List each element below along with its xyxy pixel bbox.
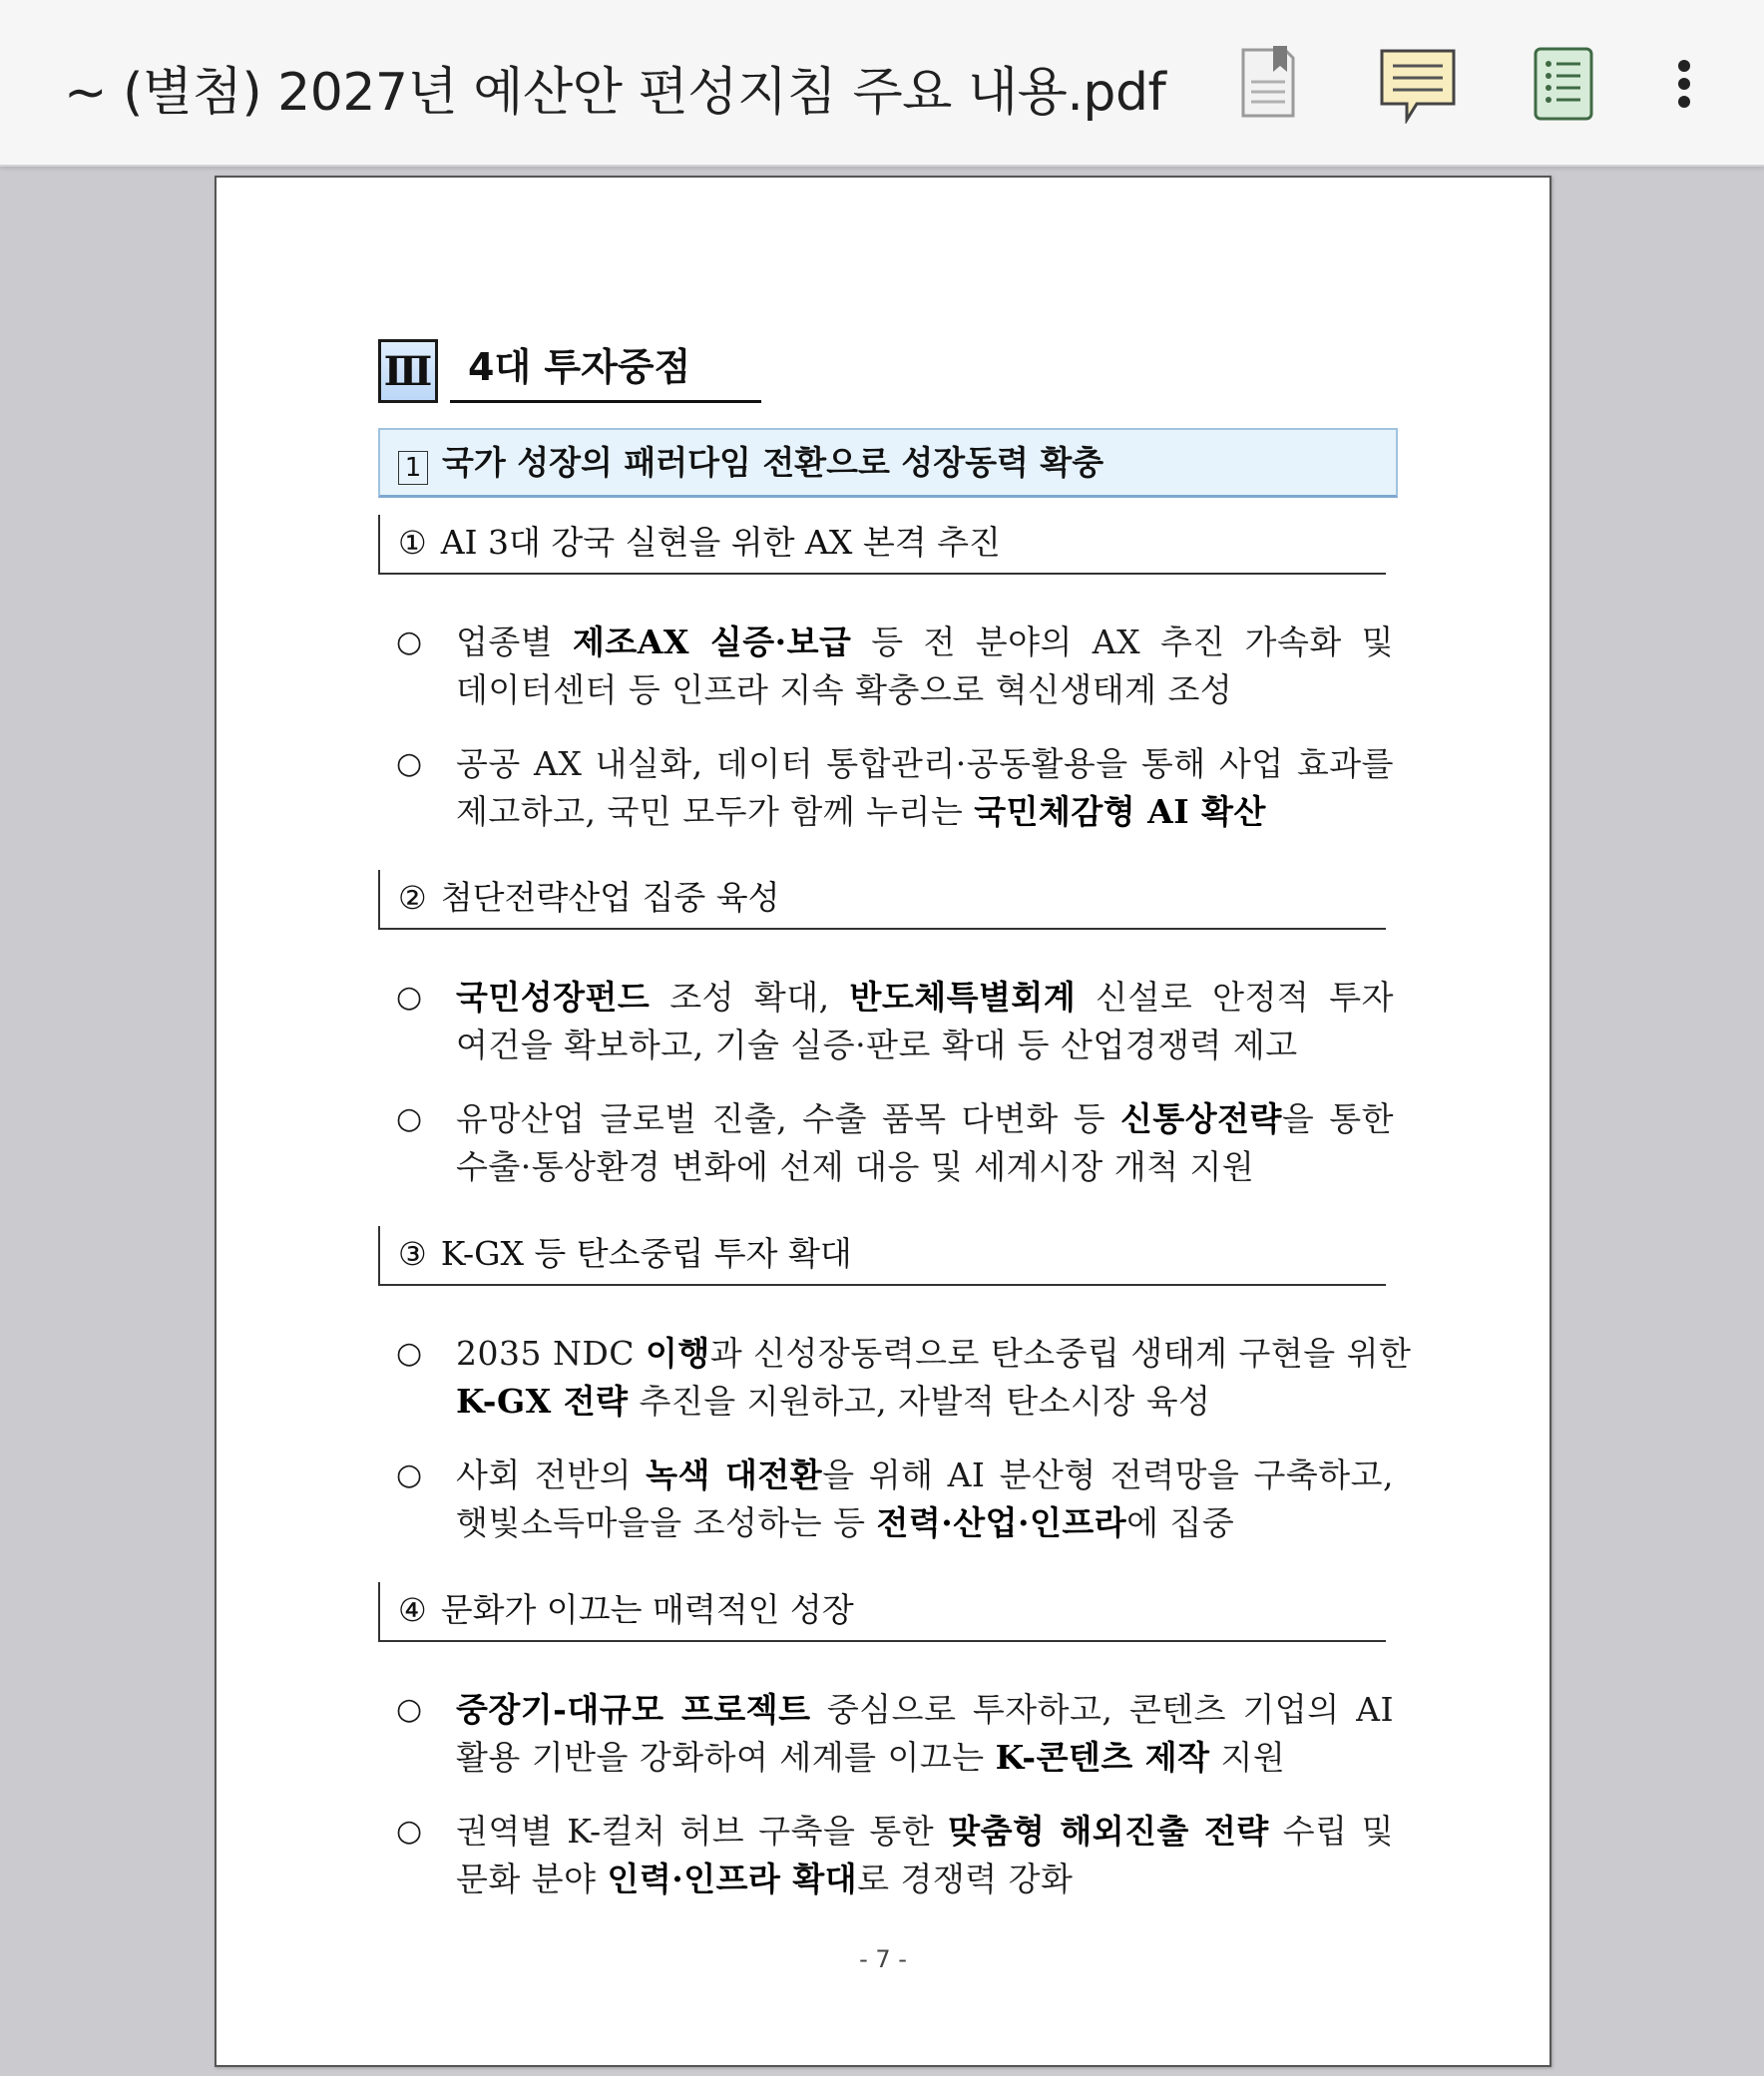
body-text: 수출·통상환경 변화에 선제 대응 및 세계시장 개척 지원 — [456, 1147, 1255, 1186]
subsection-heading — [378, 515, 1386, 575]
subsection-title: AI 3대 강국 실현을 위한 AX 본격 추진 — [440, 523, 1001, 562]
body-text: 데이터센터 등 인프라 지속 확충으로 혁신생태계 조성 — [456, 670, 1233, 709]
comment-icon[interactable] — [1379, 48, 1457, 124]
bullet-symbol: ○ — [396, 1692, 423, 1727]
section-heading — [378, 428, 1398, 498]
body-text: 유망산업 글로벌 진출, 수출 품목 다변화 등 — [456, 1099, 1121, 1138]
more-vert-icon[interactable] — [1676, 60, 1692, 110]
bullet-line — [456, 1378, 1394, 1426]
chapter-number: Ⅲ — [378, 339, 438, 403]
subsection-heading — [378, 870, 1386, 930]
body-text: 사회 전반의 — [456, 1455, 647, 1494]
bullet-symbol: ○ — [396, 1336, 423, 1371]
body-text: 햇빛소득마을을 조성하는 등 — [456, 1503, 877, 1542]
subsection-title: 첨단전략산업 집중 육성 — [440, 878, 780, 917]
bullet-symbol: ○ — [396, 624, 423, 659]
pdf-page[interactable] — [215, 176, 1551, 2067]
chapter-title: 4대 투자중점 — [450, 339, 761, 403]
bullet-line — [456, 974, 1394, 1022]
bullet-item — [396, 1330, 1412, 1426]
bullet-line — [456, 1022, 1394, 1069]
bullet-line — [456, 740, 1394, 788]
body-text: 여건을 확보하고, 기술 실증·판로 확대 등 산업경쟁력 제고 — [456, 1026, 1298, 1064]
body-text: 로 경쟁력 강화 — [857, 1860, 1074, 1898]
subsection-marker: ④ — [398, 1591, 427, 1629]
emphasis-text: 제조AX 실증·보급 — [573, 623, 852, 661]
body-text: 중심으로 투자하고, 콘텐츠 기업의 AI — [810, 1690, 1394, 1729]
bullet-symbol: ○ — [396, 1814, 423, 1849]
body-text: 신설로 안정적 투자 — [1076, 978, 1394, 1017]
bullet-symbol: ○ — [396, 980, 423, 1015]
document-title: ~ (별첨) 2027년 예산안 편성지침 주요 내용.pdf — [64, 63, 1166, 123]
bullet-line — [456, 1452, 1394, 1499]
emphasis-text: 맞춤형 해외진출 전략 — [948, 1812, 1269, 1851]
body-text: 권역별 K-컬처 허브 구축을 통한 — [456, 1812, 949, 1851]
subsection-marker: ① — [398, 524, 427, 562]
bullet-line — [456, 619, 1394, 666]
body-text: 에 집중 — [1126, 1503, 1235, 1542]
bullet-symbol: ○ — [396, 746, 423, 781]
emphasis-text: K-콘텐츠 제작 — [995, 1738, 1210, 1777]
bullet-line — [456, 1330, 1412, 1378]
emphasis-text: 신통상전략 — [1120, 1099, 1282, 1138]
emphasis-text: 이행 — [646, 1334, 710, 1373]
body-text: 업종별 — [456, 623, 574, 661]
body-text: 공공 AX 내실화, 데이터 통합관리·공동활용을 통해 사업 효과를 — [456, 744, 1394, 783]
emphasis-text: 전력·산업·인프라 — [876, 1503, 1127, 1542]
bullet-item — [396, 974, 1394, 1069]
bullet-line — [456, 1686, 1394, 1734]
emphasis-text: 국민체감형 AI 확산 — [974, 792, 1266, 831]
body-text: 수립 및 — [1268, 1812, 1394, 1851]
emphasis-text: 중장기-대규모 프로젝트 — [456, 1690, 811, 1729]
emphasis-text: 인력·인프라 확대 — [607, 1860, 858, 1898]
subsection-title: K-GX 등 탄소중립 투자 확대 — [440, 1234, 852, 1273]
bullet-line — [456, 1856, 1394, 1903]
bullet-line — [456, 1734, 1394, 1782]
emphasis-text: 반도체특별회계 — [849, 978, 1077, 1017]
outline-list-icon[interactable] — [1533, 46, 1594, 122]
page-number: - 7 - — [859, 1945, 907, 1973]
bullet-line — [456, 1808, 1394, 1856]
document-icon[interactable] — [1239, 44, 1297, 120]
toolbar — [0, 0, 1764, 167]
body-text: 등 전 분야의 AX 추진 가속화 및 — [851, 623, 1394, 661]
section-number: 1 — [398, 451, 428, 485]
bullet-item — [396, 1686, 1394, 1782]
body-text: 과 신성장동력으로 탄소중립 생태계 구현을 위한 — [709, 1334, 1412, 1373]
body-text: 2035 NDC — [456, 1334, 647, 1373]
body-text: 활용 기반을 강화하여 세계를 이끄는 — [456, 1738, 996, 1777]
body-text: 을 위해 AI 분산형 전력망을 구축하고, — [822, 1455, 1394, 1494]
chapter-heading — [378, 339, 761, 403]
emphasis-text: 녹색 대전환 — [646, 1455, 823, 1494]
body-text: 조성 확대, — [650, 978, 850, 1017]
body-text: 지원 — [1209, 1738, 1286, 1777]
body-text: 을 통한 — [1281, 1099, 1394, 1138]
bullet-item — [396, 1095, 1394, 1191]
body-text: 제고하고, 국민 모두가 함께 누리는 — [456, 792, 975, 831]
bullet-line — [456, 1143, 1394, 1191]
bullet-line — [456, 1499, 1394, 1547]
section-title: 국가 성장의 패러다임 전환으로 성장동력 확충 — [442, 443, 1104, 482]
subsection-heading — [378, 1582, 1386, 1642]
subsection-title: 문화가 이끄는 매력적인 성장 — [440, 1590, 854, 1629]
emphasis-text: K-GX 전략 — [456, 1382, 629, 1421]
body-text: 문화 분야 — [456, 1860, 608, 1898]
bullet-line — [456, 1095, 1394, 1143]
subsection-marker: ③ — [398, 1235, 427, 1273]
bullet-line — [456, 788, 1394, 836]
body-text: 추진을 지원하고, 자발적 탄소시장 육성 — [628, 1382, 1211, 1421]
bullet-item — [396, 619, 1394, 714]
subsection-heading — [378, 1226, 1386, 1286]
bullet-item — [396, 1808, 1394, 1903]
bullet-item — [396, 740, 1394, 836]
bullet-line — [456, 666, 1394, 714]
emphasis-text: 국민성장펀드 — [456, 978, 651, 1017]
bullet-symbol: ○ — [396, 1101, 423, 1136]
subsection-marker: ② — [398, 879, 427, 917]
bullet-symbol: ○ — [396, 1457, 423, 1492]
bullet-item — [396, 1452, 1394, 1547]
